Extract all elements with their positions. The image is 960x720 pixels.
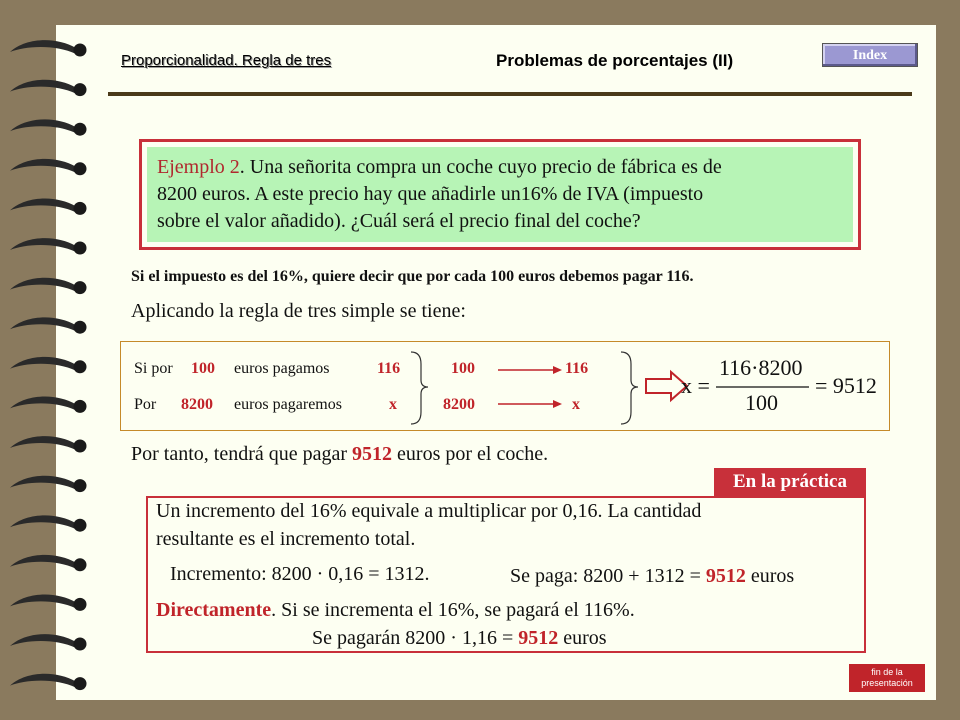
binder-hole-icon bbox=[74, 162, 87, 175]
page-title: Problemas de porcentajes (II) bbox=[496, 51, 734, 70]
row2-value-2: x bbox=[389, 396, 397, 413]
breadcrumb-link[interactable]: Proporcionalidad. Regla de tres bbox=[121, 52, 332, 69]
binder-ring-icon bbox=[10, 80, 76, 94]
binder-hole-icon bbox=[74, 479, 87, 492]
row2-value-1: 8200 bbox=[181, 396, 213, 413]
binder-ring-icon bbox=[10, 278, 76, 292]
col2-row1: 116 bbox=[565, 360, 589, 377]
binder-ring-icon bbox=[10, 674, 76, 688]
binder-hole-icon bbox=[74, 677, 87, 690]
direct-calc-text: Se pagarán 8200 · 1,16 = bbox=[312, 627, 514, 649]
binder-ring-icon bbox=[10, 397, 76, 411]
binder-ring-icon bbox=[10, 317, 76, 331]
practice-tab: En la práctica bbox=[714, 468, 866, 496]
direct-label: Directamente bbox=[156, 599, 272, 621]
binder-hole-icon bbox=[74, 242, 87, 255]
apply-rule-text: Aplicando la regla de tres simple se tiene: bbox=[131, 300, 466, 322]
end-presentation-button[interactable] bbox=[849, 664, 925, 692]
binder-hole-icon bbox=[74, 400, 87, 413]
col2-row2: x bbox=[572, 396, 580, 413]
tax-explanation: Si el impuesto es del 16%, quiere decir que por cada 100 euros debemos pagar 116. bbox=[131, 268, 694, 285]
result-text-a: Por tanto, tendrá que pagar bbox=[131, 443, 348, 465]
binder-ring-icon bbox=[10, 40, 76, 54]
direct-line bbox=[156, 599, 635, 622]
formula-numerator: 116·8200 bbox=[719, 355, 803, 380]
binder-hole-icon bbox=[74, 281, 87, 294]
left-brace-icon bbox=[411, 352, 428, 424]
end-button-line-1: fin de la bbox=[871, 667, 903, 677]
index-button[interactable]: Index bbox=[822, 43, 918, 67]
formula-result: = 9512 bbox=[815, 373, 877, 398]
row2-text: euros pagaremos bbox=[234, 396, 342, 413]
practice-line-1: Un incremento del 16% equivale a multiplicar por 0,16. La cantidad bbox=[156, 500, 702, 522]
pay-calc bbox=[510, 565, 794, 588]
example-text bbox=[147, 147, 853, 242]
row1-text: euros pagamos bbox=[234, 360, 330, 377]
end-button-line-2: presentación bbox=[861, 678, 913, 688]
row1-value-2: 116 bbox=[377, 360, 401, 377]
example-line-3: sobre el valor añadido). ¿Cuál será el precio final del coche? bbox=[157, 210, 641, 232]
binder-ring-icon bbox=[10, 119, 76, 133]
direct-calc bbox=[312, 627, 607, 650]
formula-denominator: 100 bbox=[745, 390, 778, 415]
binder-ring-icon bbox=[10, 476, 76, 490]
binder-hole-icon bbox=[74, 360, 87, 373]
pay-calc-text: Se paga: 8200 + 1312 = bbox=[510, 565, 701, 587]
example-box bbox=[139, 139, 861, 250]
row1-label: Si por bbox=[134, 360, 173, 377]
binder-rings bbox=[0, 0, 100, 720]
binder-ring-icon bbox=[10, 436, 76, 450]
binder-ring-icon bbox=[10, 357, 76, 371]
example-line-2: 8200 euros. A este precio hay que añadirle un16% de IVA (impuesto bbox=[157, 183, 704, 205]
direct-calc-value: 9512 bbox=[518, 627, 559, 649]
binder-hole-icon bbox=[74, 519, 87, 532]
binder-ring-icon bbox=[10, 595, 76, 609]
practice-box bbox=[146, 496, 866, 653]
header-divider bbox=[108, 92, 912, 96]
result-text-b: euros por el coche. bbox=[397, 443, 549, 465]
right-brace-icon bbox=[621, 352, 638, 424]
binder-hole-icon bbox=[74, 598, 87, 611]
binder-hole-icon bbox=[74, 202, 87, 215]
binder-ring-icon bbox=[10, 159, 76, 173]
example-label: Ejemplo 2 bbox=[157, 156, 240, 178]
rule-of-three-box bbox=[120, 341, 890, 431]
result-line bbox=[131, 443, 548, 466]
practice-line-2: resultante es el incremento total. bbox=[156, 528, 416, 550]
binder-hole-icon bbox=[74, 440, 87, 453]
col1-row2: 8200 bbox=[443, 396, 475, 413]
binder-ring-icon bbox=[10, 555, 76, 569]
binder-hole-icon bbox=[74, 44, 87, 57]
binder-ring-icon bbox=[10, 515, 76, 529]
pay-calc-value: 9512 bbox=[705, 565, 746, 587]
binder-hole-icon bbox=[74, 83, 87, 96]
direct-calc-unit: euros bbox=[563, 627, 607, 649]
row1-value-1: 100 bbox=[191, 360, 215, 377]
result-value: 9512 bbox=[352, 443, 393, 465]
increment-calc: Incremento: 8200 · 0,16 = 1312. bbox=[170, 563, 430, 585]
row2-label: Por bbox=[134, 396, 157, 413]
formula-x: x = bbox=[681, 373, 710, 398]
pay-calc-unit: euros bbox=[750, 565, 795, 587]
binder-ring-icon bbox=[10, 238, 76, 252]
binder-ring-icon bbox=[10, 634, 76, 648]
binder-hole-icon bbox=[74, 558, 87, 571]
binder-hole-icon bbox=[74, 123, 87, 136]
binder-hole-icon bbox=[74, 638, 87, 651]
example-line-1: . Una señorita compra un coche cuyo precio de fábrica es de bbox=[239, 156, 722, 178]
binder-ring-icon bbox=[10, 199, 76, 213]
binder-hole-icon bbox=[74, 321, 87, 334]
col1-row1: 100 bbox=[451, 360, 475, 377]
direct-text: . Si se incrementa el 16%, se pagará el 116%. bbox=[271, 599, 635, 621]
